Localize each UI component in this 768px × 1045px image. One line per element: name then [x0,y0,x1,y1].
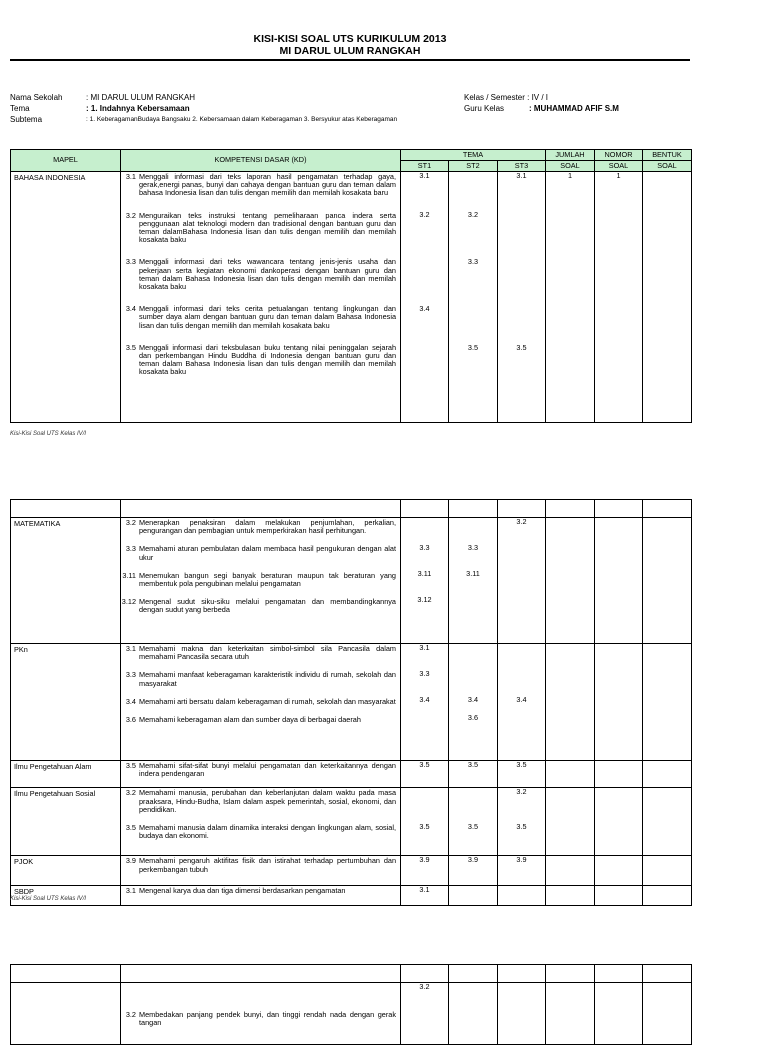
kd-cell [121,856,401,886]
nomor-soal-cell [595,788,643,856]
kd-number: 3.2 [125,518,136,527]
kd-number: 3.4 [125,696,136,706]
nama-sekolah-label: Nama Sekolah [10,93,63,102]
kd-number: 3.5 [125,823,136,833]
st2-cell [449,172,498,423]
kd-number: 3.5 [125,342,136,352]
jumlah-soal-cell [546,644,595,761]
st1-value [401,788,448,823]
st2-cell [449,788,498,856]
header-nomor: NOMOR [595,150,643,161]
kd-item [121,257,400,304]
header-bentuk: BENTUK [643,150,692,161]
mapel-cell: SBDP [11,886,121,905]
kd-number: 3.1 [125,886,136,896]
kd-cell [121,983,401,1045]
st1-value: 3.9 [419,855,430,865]
st1-value: 3.5 [419,822,430,832]
kd-number: 3.6 [125,715,136,725]
kd-number: 3.2 [125,788,136,798]
bentuk-soal-cell [643,644,692,761]
st1-value [401,518,448,544]
st3-cell [498,886,546,905]
header-jumlah: JUMLAH [546,150,595,161]
header-bentuk-soal: SOAL [643,161,692,172]
st3-cell [498,856,546,886]
kd-text: Memahami aturan pembulatan dalam membaca hasil pengukuran dengan alat ukur [139,544,396,562]
st1-cell [401,761,449,788]
st2-cell [449,518,498,644]
st3-value [498,886,545,904]
kd-item [121,518,400,544]
kd-item [121,823,400,849]
subject-row [11,886,692,905]
header-st2: ST2 [449,161,498,172]
kd-text: Mengenal karya dua dan tiga dimensi berdasarkan pengamatan [139,886,346,896]
kisi-kisi-table-page-1 [10,149,692,423]
st1-value: 3.4 [419,695,430,704]
jumlah-soal-cell [546,886,595,905]
st3-value [498,644,545,670]
kd-item [121,343,400,390]
mapel-cell: MATEMATIKA [11,518,121,644]
subject-row [11,983,692,1045]
kd-item [121,715,400,733]
st2-value: 3.2 [467,210,479,219]
kd-text: Memahami keberagaman alam dan sumber daya di berbagai daerah [139,715,361,725]
st2-value: 3.11 [466,569,480,578]
subject-row [11,172,692,423]
document-title: KISI-KISI SOAL UTS KURIKULUM 2013 [253,33,447,45]
st3-value [498,570,545,596]
kd-cell [121,518,401,644]
mapel-cell: Ilmu Pengetahuan Alam [11,761,121,788]
kd-text: Memahami makna dan keterkaitan simbol-simbol sila Pancasila dalam memahami Pancasila secara utuh [139,644,396,662]
kd-number: 3.3 [125,544,136,554]
kd-item [121,172,400,211]
st2-cell [449,856,498,886]
jumlah-soal-cell [546,788,595,856]
st2-value [449,596,497,622]
kd-text: Memahami manusia, perubahan dan keberlanjutan dalam waktu pada masa praaksara, Hindu-Budha, Islam dalam aspek pemerintah, sosial, ekonomi, dan pendidikan. [139,788,396,814]
mapel-cell: PJOK [11,856,121,886]
kd-text: Mengenal sudut siku-siku melalui pengamatan dan membandingkannya dengan sudut yang berbeda [139,597,396,615]
header-nomor-soal: SOAL [595,161,643,172]
header-st3: ST3 [498,161,546,172]
header-jumlah-soal: SOAL [546,161,595,172]
st2-value: 3.6 [467,713,479,722]
tema-value: : 1. Indahnya Kebersamaan [86,104,190,113]
st2-value [449,305,497,344]
bentuk-soal-cell [643,761,692,788]
st1-cell [401,886,449,905]
kd-number: 3.11 [122,570,136,580]
subject-row [11,761,692,788]
header-kd: KOMPETENSI DASAR (KD) [121,150,401,172]
kelas-semester: Kelas / Semester : IV / I [464,93,549,102]
st3-cell [498,788,546,856]
kd-text: Menggali informasi dari teks laporan hasil pengamatan terhadap gaya, gerak,energi panas, bunyi dan cahaya dengan bantuan guru dan teman dalam bahasa Indonesia lisan dan tulis dengan memilih dan memilah kosakata baru [139,172,396,198]
kd-item [121,856,400,882]
kd-item [121,761,400,787]
st2-value: 3.9 [467,855,479,865]
st3-value [498,983,545,1027]
kd-number: 3.9 [125,856,136,866]
st3-value [498,258,545,305]
st3-value: 3.5 [516,343,527,352]
st2-value: 3.3 [467,257,479,266]
st1-value: 3.1 [419,171,430,180]
st3-value [498,596,545,622]
header-mapel: MAPEL [11,150,121,172]
school-title: MI DARUL ULUM RANGKAH [279,45,421,57]
bentuk-soal-cell [643,856,692,886]
st3-value [498,714,545,732]
st3-cell [498,761,546,788]
kd-number: 3.2 [125,1010,136,1019]
st3-value [498,305,545,344]
subtema-value: : 1. KeberagamanBudaya Bangsaku 2. Kebersamaan dalam Keberagaman 3. Bersyukur atas Keberagaman [86,116,398,123]
kd-item [121,788,400,823]
subject-row [11,518,692,644]
kd-item [121,886,400,904]
st1-value [401,344,448,391]
st3-cell [498,983,546,1045]
kd-number: 3.1 [125,644,136,653]
page-footer: Kisi-Kisi Soal UTS Kelas IV/I [10,431,87,437]
kisi-kisi-table-page-2 [10,499,692,906]
kd-cell [121,644,401,761]
jumlah-soal-cell: 1 [546,172,595,423]
st1-value: 3.11 [417,569,432,578]
nomor-soal-cell [595,983,643,1045]
kd-number: 3.3 [125,257,136,267]
st1-value: 3.3 [419,543,430,552]
st1-cell [401,644,449,761]
kd-text: Menerapkan penaksiran dalam melakukan penjumlahan, perkalian, pengurangan dan pembagian untuk memperkirakan hasil perhitungan. [139,518,396,536]
header-st1: ST1 [401,161,449,172]
st3-value: 3.5 [516,822,527,832]
st3-value: 3.1 [516,171,527,180]
mapel-cell: Ilmu Pengetahuan Sosial [11,788,121,856]
st2-value [449,983,497,1027]
st1-value: 3.4 [419,304,430,313]
st1-value: 3.12 [417,595,432,604]
nomor-soal-cell [595,761,643,788]
bentuk-soal-cell [643,788,692,856]
st2-cell [449,886,498,905]
st1-value: 3.2 [419,210,430,219]
st2-value: 3.5 [467,760,479,769]
nomor-soal-cell [595,856,643,886]
nomor-soal-cell [595,886,643,905]
kd-text: Memahami pengaruh aktifitas fisik dan istirahat terhadap pertumbuhan dan perkembangan tubuh [139,856,396,874]
st3-value [498,211,545,258]
kd-cell [121,172,401,423]
kd-cell [121,788,401,856]
st2-value [449,518,497,544]
kd-number: 3.2 [125,210,136,220]
kd-number: 3.1 [125,172,136,181]
st2-value [449,670,497,696]
st1-value [401,714,448,732]
st3-cell [498,644,546,761]
kd-item [121,697,400,715]
st2-value [449,788,497,823]
blank-header-row [11,965,692,983]
kd-text: Memahami sifat-sifat bunyi melalui pengamatan dan keterkaitannya dengan indera pendengaran [139,761,396,779]
st3-value [498,670,545,696]
st1-value: 3.3 [419,669,430,678]
nomor-soal-cell [595,644,643,761]
subject-row [11,788,692,856]
kd-number: 3.3 [125,670,136,680]
kd-item [121,597,400,623]
st2-cell [449,983,498,1045]
kd-text: Menggali informasi dari teks wawancara tentang jenis-jenis usaha dan pekerjaan serta kegiatan ekonomi dankoperasi dengan bantuan guru dan teman dalam Bahasa Indonesia lisan dan tulis dengan memilih dan memilah kosakata baku [139,257,396,292]
st1-cell [401,518,449,644]
jumlah-soal-cell [546,761,595,788]
st3-value: 3.2 [516,787,527,797]
kd-item [121,983,400,1027]
kd-text: Memahami arti bersatu dalam keberagaman di rumah, sekolah dan masyarakat [139,696,396,706]
kisi-kisi-table-page-3 [10,964,692,1045]
kd-cell [121,761,401,788]
nama-sekolah-value: : MI DARUL ULUM RANGKAH [86,93,196,102]
guru-kelas-value: : MUHAMMAD AFIF S.M [529,104,619,113]
kd-text: Menggali informasi dari teks cerita petualangan tentang lingkungan dan sumber daya alam dengan bantuan guru dan teman dalam Bahasa Indonesia lisan dan tulis dengan memilih dan memilah kosakata baku [139,304,396,330]
kd-item [121,670,400,696]
st2-value: 3.4 [467,695,479,704]
kd-text: Menemukan bangun segi banyak beraturan maupun tak beraturan yang membentuk pola pengubinan melalui pengamatan [139,570,396,589]
bentuk-soal-cell [643,983,692,1045]
st3-cell [498,172,546,423]
kd-item [121,644,400,670]
st1-value [401,258,448,305]
st1-cell [401,856,449,886]
header-rule [10,59,690,61]
st1-value: 3.1 [419,643,430,652]
mapel-cell [11,983,121,1045]
kd-number: 3.5 [125,761,136,770]
st2-value [449,886,497,904]
header-tema: TEMA [401,150,546,161]
st2-value [449,172,497,211]
st1-value: 3.2 [419,982,430,991]
bentuk-soal-cell [643,518,692,644]
kd-text: Menguraikan teks instruksi tentang pemeliharaan panca indera serta penggunaan alat teknologi modern dan tradisional dengan bantuan guru dan teman dalamBahasa Indonesia lisan dan tulis dengan memilih dan memilah kosakata baku [139,210,396,245]
mapel-cell: PKn [11,644,121,761]
st2-value [449,644,497,670]
subtema-label: Subtema [10,115,43,124]
jumlah-soal-cell [546,856,595,886]
st3-value: 3.5 [516,760,527,769]
kd-text: Menggali informasi dari teksbulasan buku tentang nilai peninggalan sejarah dan perkembangan Hindu Buddha di Indonesia dengan bantuan guru dan teman dalam Bahasa Indonesia lisan dan tulis dengan memilih dan memilah kosakata baku [139,342,396,377]
blank-header-row [11,500,692,518]
subject-row [11,856,692,886]
st3-cell [498,518,546,644]
st1-cell [401,788,449,856]
bentuk-soal-cell [643,172,692,423]
guru-kelas-label: Guru Kelas [464,104,505,113]
st2-value: 3.5 [467,822,479,832]
st3-value: 3.4 [516,695,527,704]
jumlah-soal-cell [546,518,595,644]
kd-number: 3.4 [125,304,136,314]
st1-cell [401,983,449,1045]
jumlah-soal-cell [546,983,595,1045]
kd-text: Memahami manfaat keberagaman karakteristik individu di rumah, sekolah dan masyarakat [139,670,396,688]
kd-text: Membedakan panjang pendek bunyi, dan tinggi rendah nada dengan gerak tangan [139,1010,396,1028]
kd-item [121,544,400,570]
kd-cell [121,886,401,905]
kd-text: Memahami manusia dalam dinamika interaksi dengan lingkungan alam, sosial, budaya dan ekonomi. [139,823,396,841]
st2-cell [449,761,498,788]
kd-number: 3.12 [121,597,136,607]
st1-cell [401,172,449,423]
st3-value [498,544,545,570]
bentuk-soal-cell [643,886,692,905]
mapel-cell: BAHASA INDONESIA [11,172,121,423]
st2-value: 3.5 [467,343,479,352]
st1-value: 3.1 [419,885,430,895]
kd-item [121,571,400,597]
nomor-soal-cell: 1 [595,172,643,423]
tema-label: Tema [10,104,30,113]
nomor-soal-cell [595,518,643,644]
st1-value: 3.5 [419,760,430,769]
st3-value: 3.9 [516,855,527,865]
page-footer: Kisi-Kisi Soal UTS Kelas IV/I [10,896,87,902]
kd-item [121,304,400,343]
st3-value: 3.2 [516,517,527,526]
subject-row [11,644,692,761]
kd-item [121,211,400,258]
st2-cell [449,644,498,761]
st2-value: 3.3 [467,543,479,552]
